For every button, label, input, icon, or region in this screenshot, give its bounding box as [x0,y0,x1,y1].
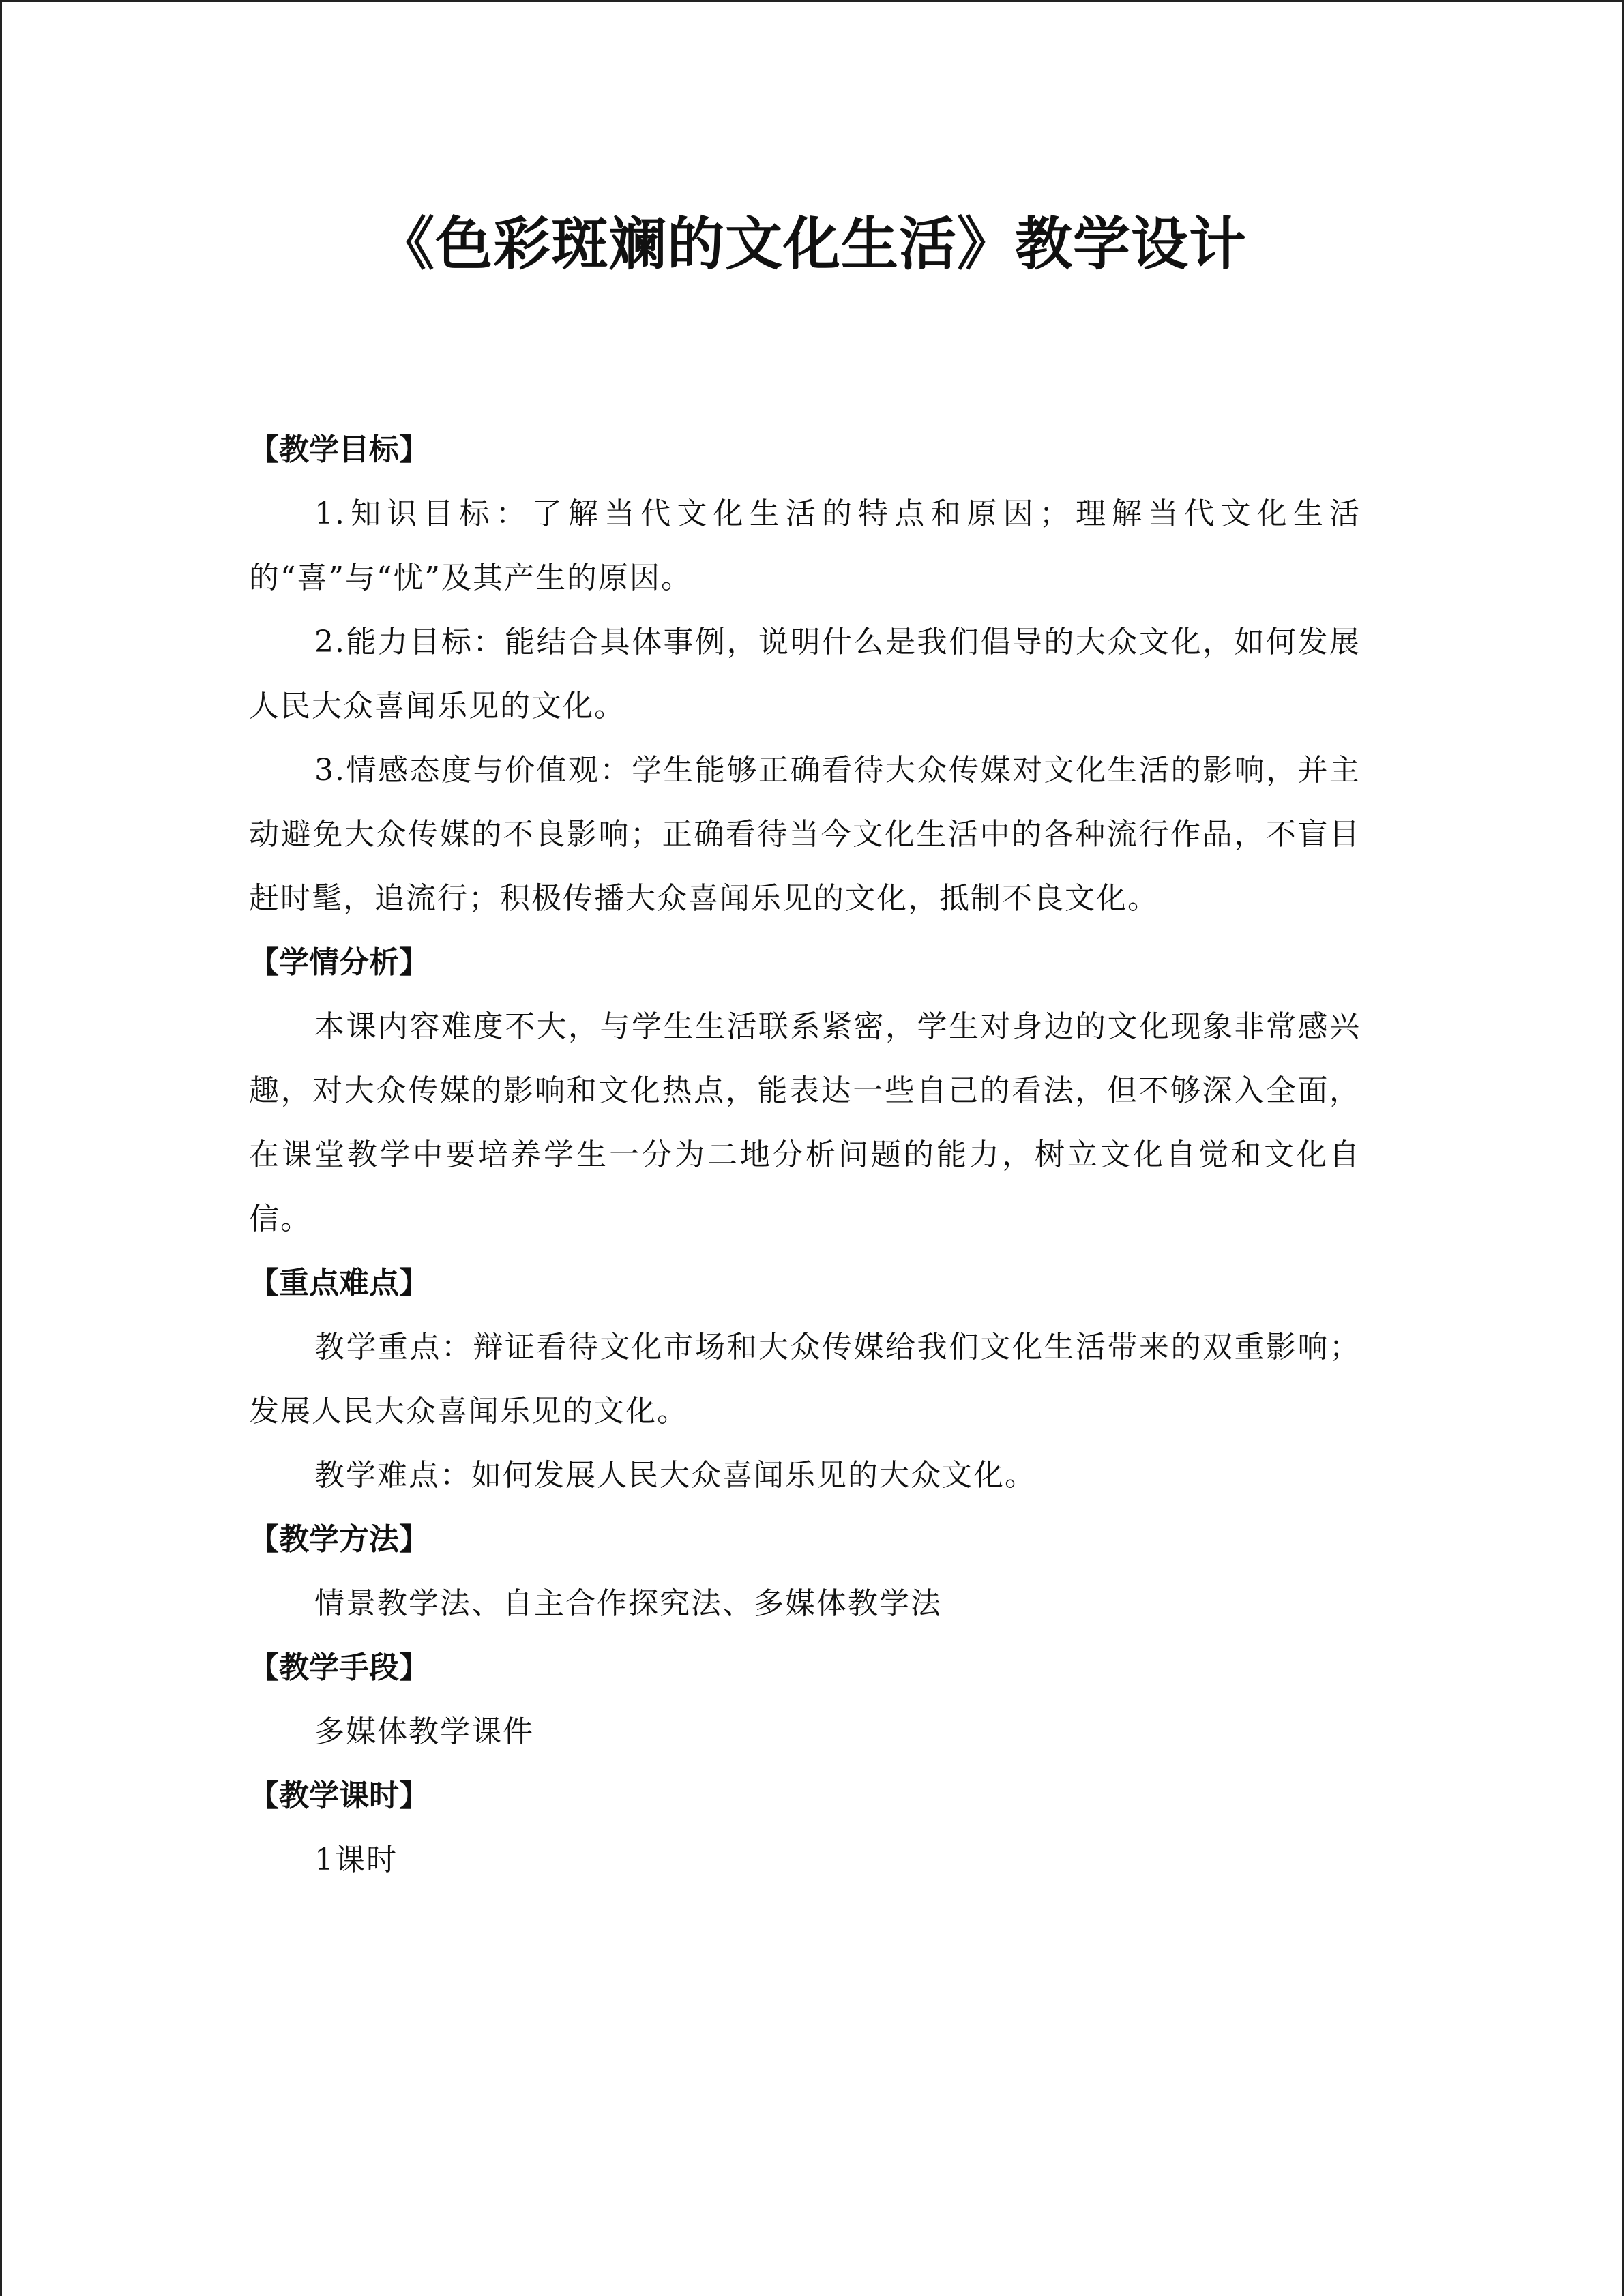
document-body [249,418,1361,1892]
section-heading: 【教学课时】 [249,1778,429,1813]
document-title: 《色彩斑斓的文化生活》教学设计 [377,211,1247,278]
paragraph: 1.知识目标：了解当代文化生活的特点和原因；理解当代文化生活的“喜”与“忧”及其产生的原因。 [249,496,1361,595]
section-teaching-means [249,1636,1361,1764]
paragraph: 2.能力目标：能结合具体事例，说明什么是我们倡导的大众文化，如何发展人民大众喜闻乐见的文化。 [249,625,1361,724]
section-heading: 【教学方法】 [249,1522,429,1557]
paragraph: 1课时 [314,1843,398,1877]
section-heading: 【重点难点】 [249,1266,429,1300]
paragraph: 教学难点：如何发展人民大众喜闻乐见的大众文化。 [314,1458,1036,1493]
paragraph: 多媒体教学课件 [314,1714,534,1749]
section-heading: 【教学手段】 [249,1650,429,1685]
paragraph: 情景教学法、自主合作探究法、多媒体教学法 [314,1586,942,1621]
paragraph: 教学重点：辩证看待文化市场和大众传媒给我们文化生活带来的双重影响；发展人民大众喜闻乐见的文化。 [249,1330,1361,1429]
section-class-hours [249,1764,1361,1892]
paragraph: 3.情感态度与价值观：学生能够正确看待大众传媒对文化生活的影响，并主动避免大众传媒的不良影响；正确看待当今文化生活中的各种流行作品，不盲目赶时髦，追流行；积极传播大众喜闻乐见的文化，抵制不良文化。 [249,753,1361,916]
paragraph: 本课内容难度不大，与学生生活联系紧密，学生对身边的文化现象非常感兴趣，对大众传媒的影响和文化热点，能表达一些自己的看法，但不够深入全面，在课堂教学中要培养学生一分为二地分析问题的能力，树立文化自觉和文化自信。 [249,1009,1361,1236]
section-teaching-objectives [249,418,1361,931]
section-key-difficulties [249,1251,1361,1508]
section-heading: 【教学目标】 [249,432,429,467]
section-heading: 【学情分析】 [249,945,429,980]
section-teaching-methods [249,1508,1361,1636]
section-learner-analysis [249,931,1361,1251]
